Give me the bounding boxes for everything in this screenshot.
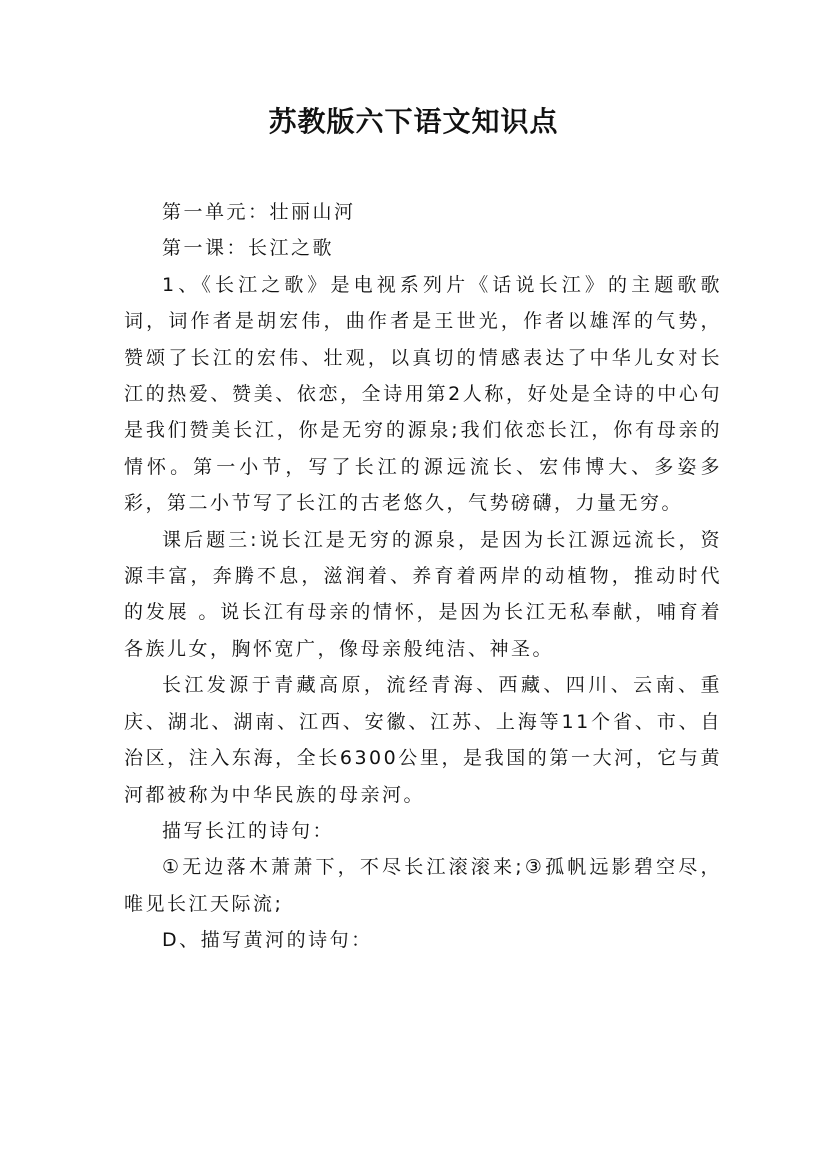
poems-yellow-river-heading: D、描写黄河的诗句：	[162, 929, 373, 952]
paragraph-exercise-three: 课后题三:说长江是无穷的源泉，是因为长江源远流长，资源丰富，奔腾不息，滋润着、养育着两岸的动植物，推动时代的发展 。说长江有母亲的情怀，是因为长江无私奉献，哺育着各族儿女，胸怀宽广，像母亲般纯洁、神圣。	[124, 528, 722, 660]
unit-heading: 第一单元：壮丽山河	[162, 201, 356, 223]
lesson-heading: 第一课：长江之歌	[162, 237, 335, 260]
document-title: 苏教版六下语文知识点	[268, 105, 559, 138]
poems-yangtze-heading: 描写长江的诗句：	[162, 819, 335, 842]
document-body	[124, 194, 722, 959]
poems-yangtze-lines: ①无边落木萧萧下，不尽长江滚滚来;③孤帆远影碧空尽，唯见长江天际流;	[124, 856, 722, 915]
paragraph-yangtze-facts: 长江发源于青藏高原，流经青海、西藏、四川、云南、重庆、湖北、湖南、江西、安徽、江苏、上海等11个省、市、自治区，注入东海，全长6300公里，是我国的第一大河，它与黄河都被称为中华民族的母亲河。	[124, 674, 722, 806]
paragraph-intro: 1、《长江之歌》是电视系列片《话说长江》的主题歌歌词，词作者是胡宏伟，曲作者是王世光，作者以雄浑的气势，赞颂了长江的宏伟、壮观，以真切的情感表达了中华儿女对长江的热爱、赞美、依恋，全诗用第2人称，好处是全诗的中心句是我们赞美长江，你是无穷的源泉;我们依恋长江，你有母亲的情怀。第一小节，写了长江的源远流长、宏伟博大、多姿多彩，第二小节写了长江的古老悠久，气势磅礴，力量无穷。	[124, 273, 722, 515]
